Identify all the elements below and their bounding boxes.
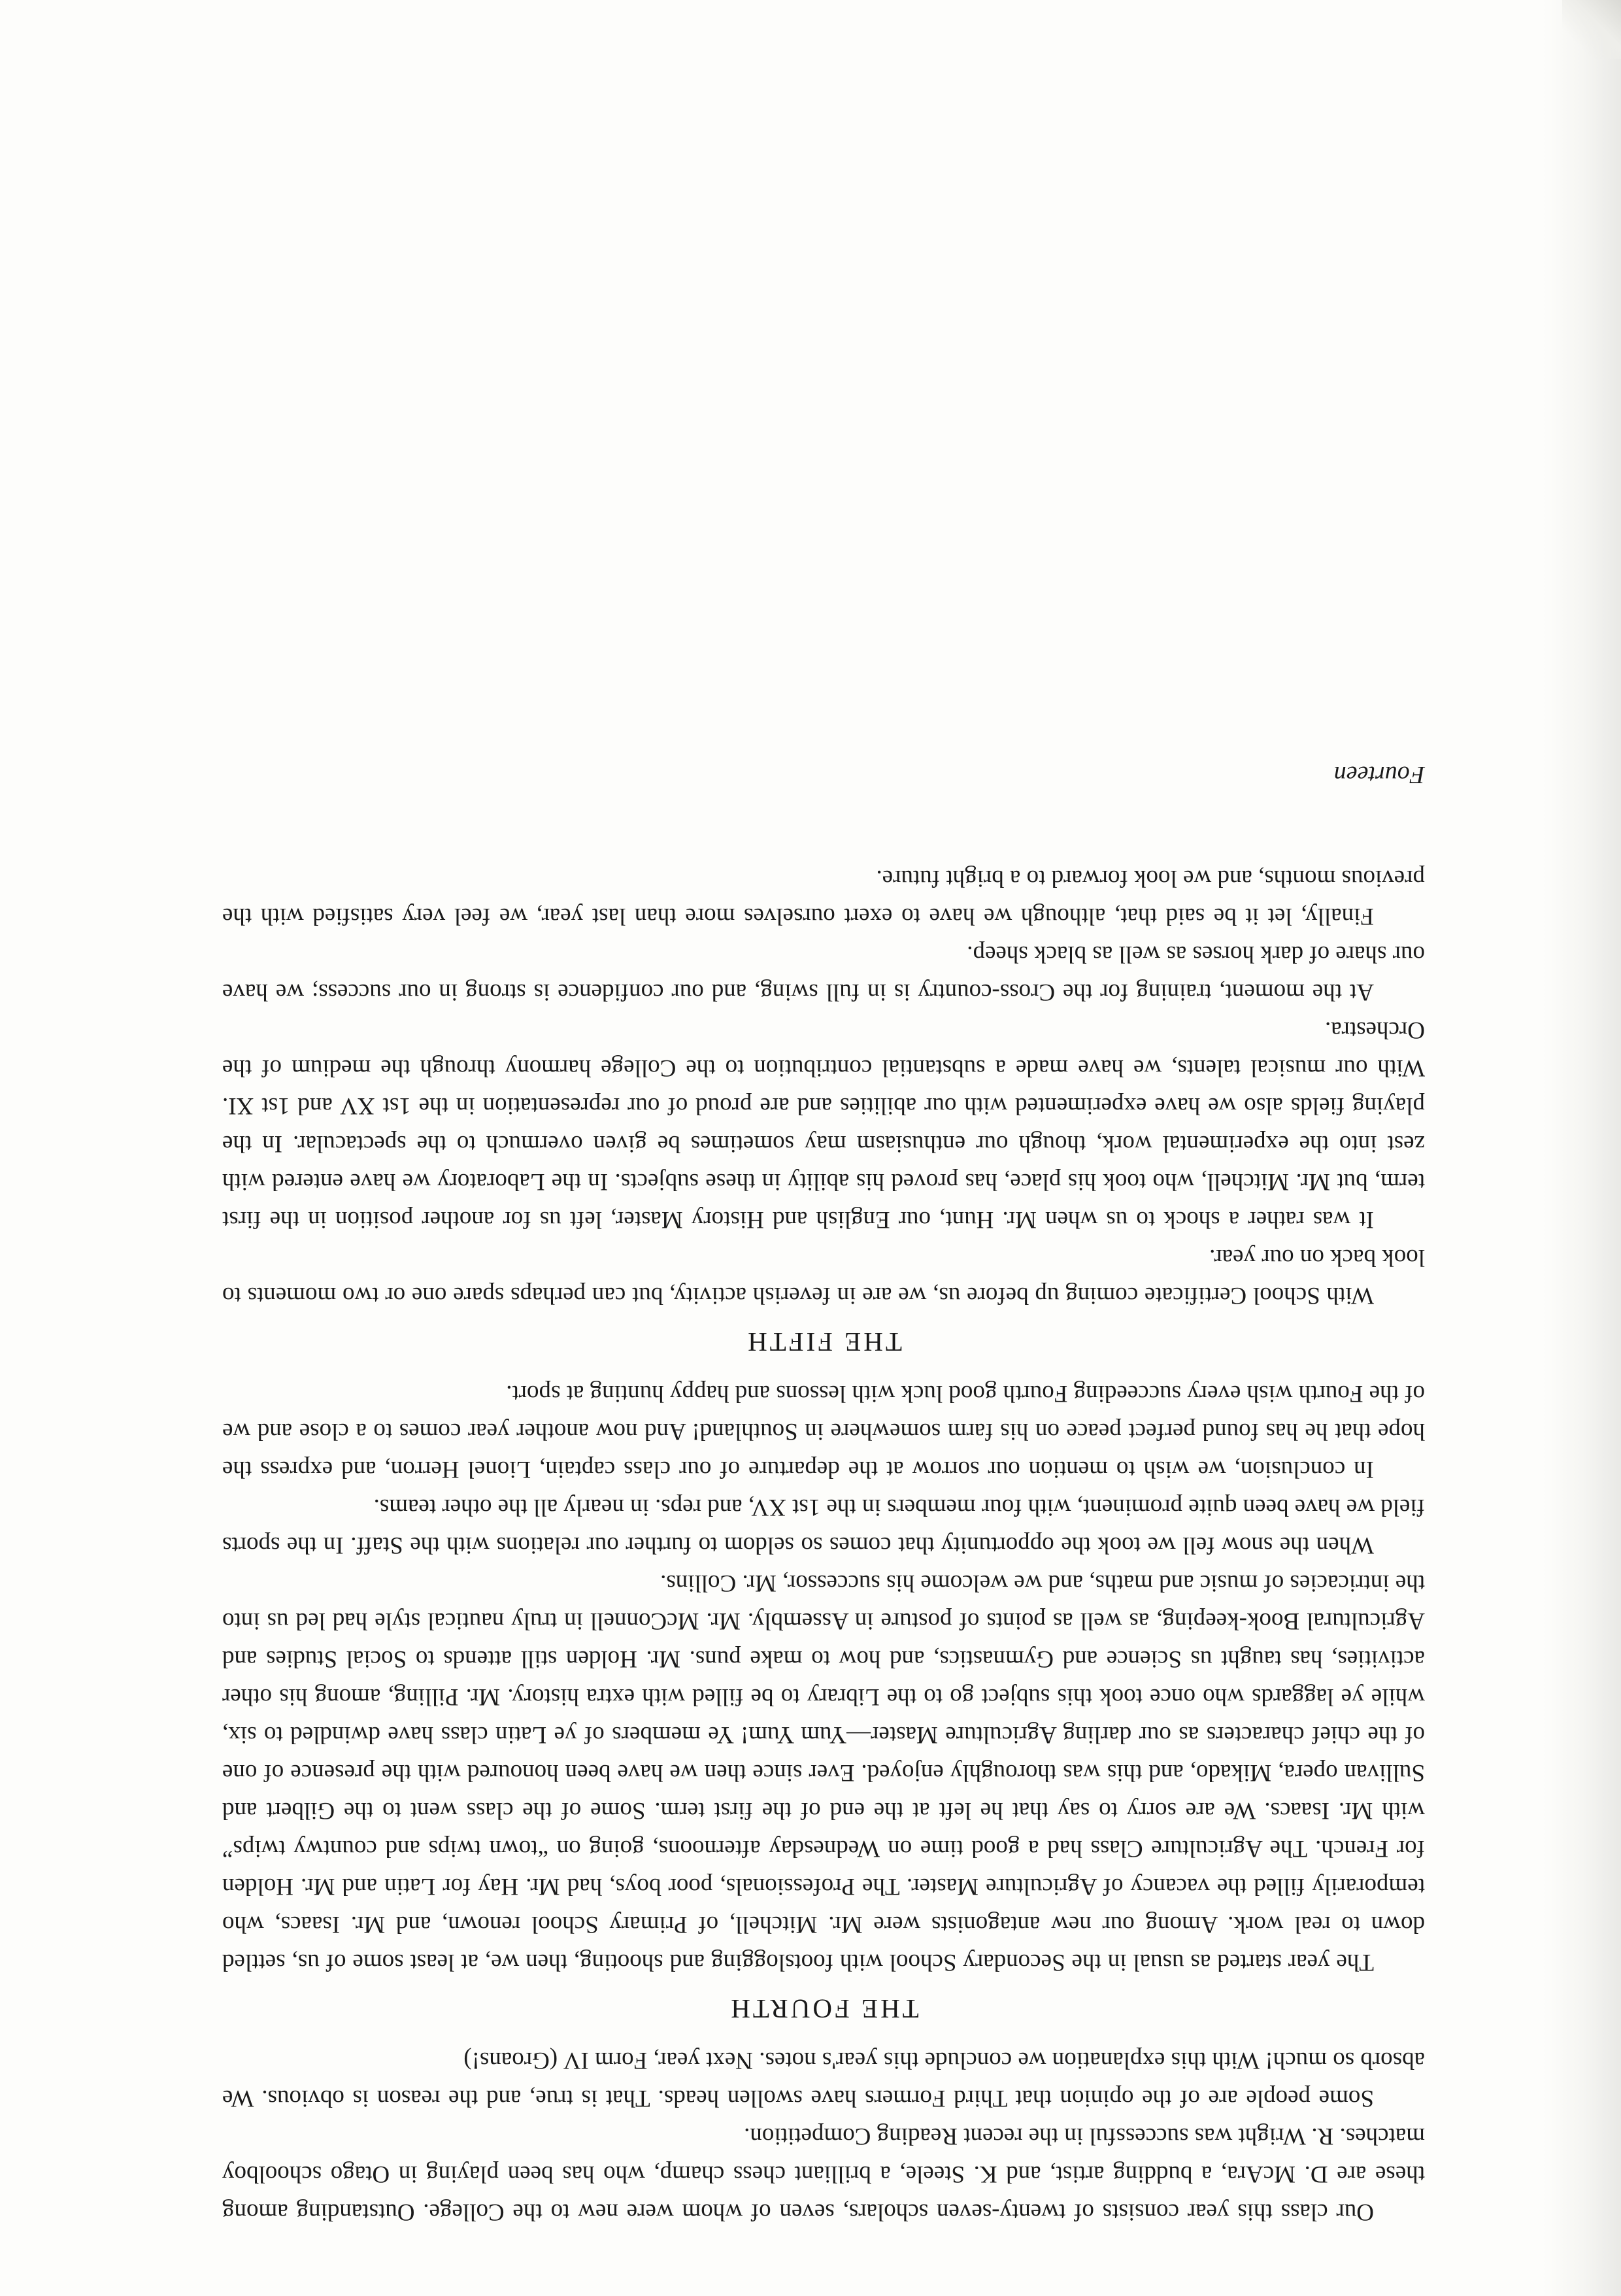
paragraph: With School Certificate coming up before us, we are in feverish activity, but can perhaps spare one or two moments to look back on our year. <box>222 1244 1425 1309</box>
section-heading: THE FIFTH <box>745 1327 902 1357</box>
paragraph: Finally, let it be said that, although we have to exert ourselves more than last year, we feel very satisfied with the previous months, and we look forward to a bright future. <box>222 865 1425 930</box>
text-column <box>222 756 1425 2231</box>
fourth-form-section <box>222 1374 1425 2028</box>
third-form-section <box>222 2041 1425 2231</box>
paragraph: Some people are of the opinion that Third Formers have swollen heads. That is true, and the reason is obvious. We absorb so much! With this explanation we conclude this year's notes. Next year, Form IV (Groans!) <box>222 2047 1425 2112</box>
paragraph: At the moment, training for the Cross-country is in full swing, and our confidence is strong in our success; we have our share of dark horses as well as black sheep. <box>222 941 1425 1005</box>
section-heading: THE FOURTH <box>728 1994 919 2024</box>
paragraph: It was rather a shock to us when Mr. Hunt, our English and History Master, left us for another position in the first term, but Mr. Mitchell, who took his place, has proved his ability in these subjects. In the Laboratory we have entered with zest into the experimental work, though our enthusiasm may sometimes be given overmuch to the spectacular. In the playing fields also we have experimented with our abilities and are proud of our representation in the 1st XV and 1st XI. With our musical talents, we have made a substantial contribution to the College harmony through the medium of the Orchestra. <box>222 1017 1425 1233</box>
paragraph: In conclusion, we wish to mention our sorrow at the departure of our class captain, Lionel Herron, and express the hope that he has found perfect peace on his farm somewhere in Southland! And now another year comes to a close and we of the Fourth wish every succeeding Fourth good luck with lessons and happy hunting at sport. <box>222 1380 1425 1483</box>
paragraph: Our class this year consists of twenty-seven scholars, seven of whom were new to the College. Outstanding among these are D. McAra, a budding artist, and K. Steele, a brilliant chess champ, who has been playing in Otago schoolboy matches. R. Wright was successful in the recent Reading Competition. <box>222 2123 1425 2225</box>
paragraph: When the snow fell we took the opportunity that comes so seldom to further our relations with the Staff. In the sports field we have been quite prominent, with four members in the 1st XV, and reps. in nearly all the other teams. <box>222 1494 1425 1559</box>
scan-shadow-corner <box>1562 0 1621 59</box>
paragraph: The year started as usual in the Secondary School with footslogging and shooting, then we, at least some of us, settled down to real work. Among our new antagonists were Mr. Mitchell, of Primary School renown, and Mr. Isaacs, who temporarily filled the vacancy of Agriculture Master. The Professionals, poor boys, had Mr. Hay for Latin and Mr. Holden for French. The Agriculture Class had a good time on Wednesday afternoons, going on “town twips and countwy twips” with Mr. Isaacs. We are sorry to say that he left at the end of the first term. Some of the class went to the Gilbert and Sullivan opera, Mikado, and this was thoroughly enjoyed. Ever since then we have been honoured with the presence of one of the chief characters as our darling Agriculture Master—Yum Yum! Ye members of ye Latin class have dwindled to six, while ye laggards who once took this subject go to the Library to be filled with extra history. Mr. Pilling, among his other activities, has taught us Science and Gymnastics, and how to make puns. Mr. Holden still attends to Social Studies and Agricultural Book-keeping, as well as points of posture in Assembly. Mr. McConnell in truly nautical style had led us into the intricacies of music and maths, and we welcome his successor, Mr. Collins. <box>222 1570 1425 1976</box>
scan-shadow-edge <box>1543 0 1621 2296</box>
fifth-form-section <box>222 859 1425 1361</box>
page-number: Fourteen <box>1333 761 1425 788</box>
